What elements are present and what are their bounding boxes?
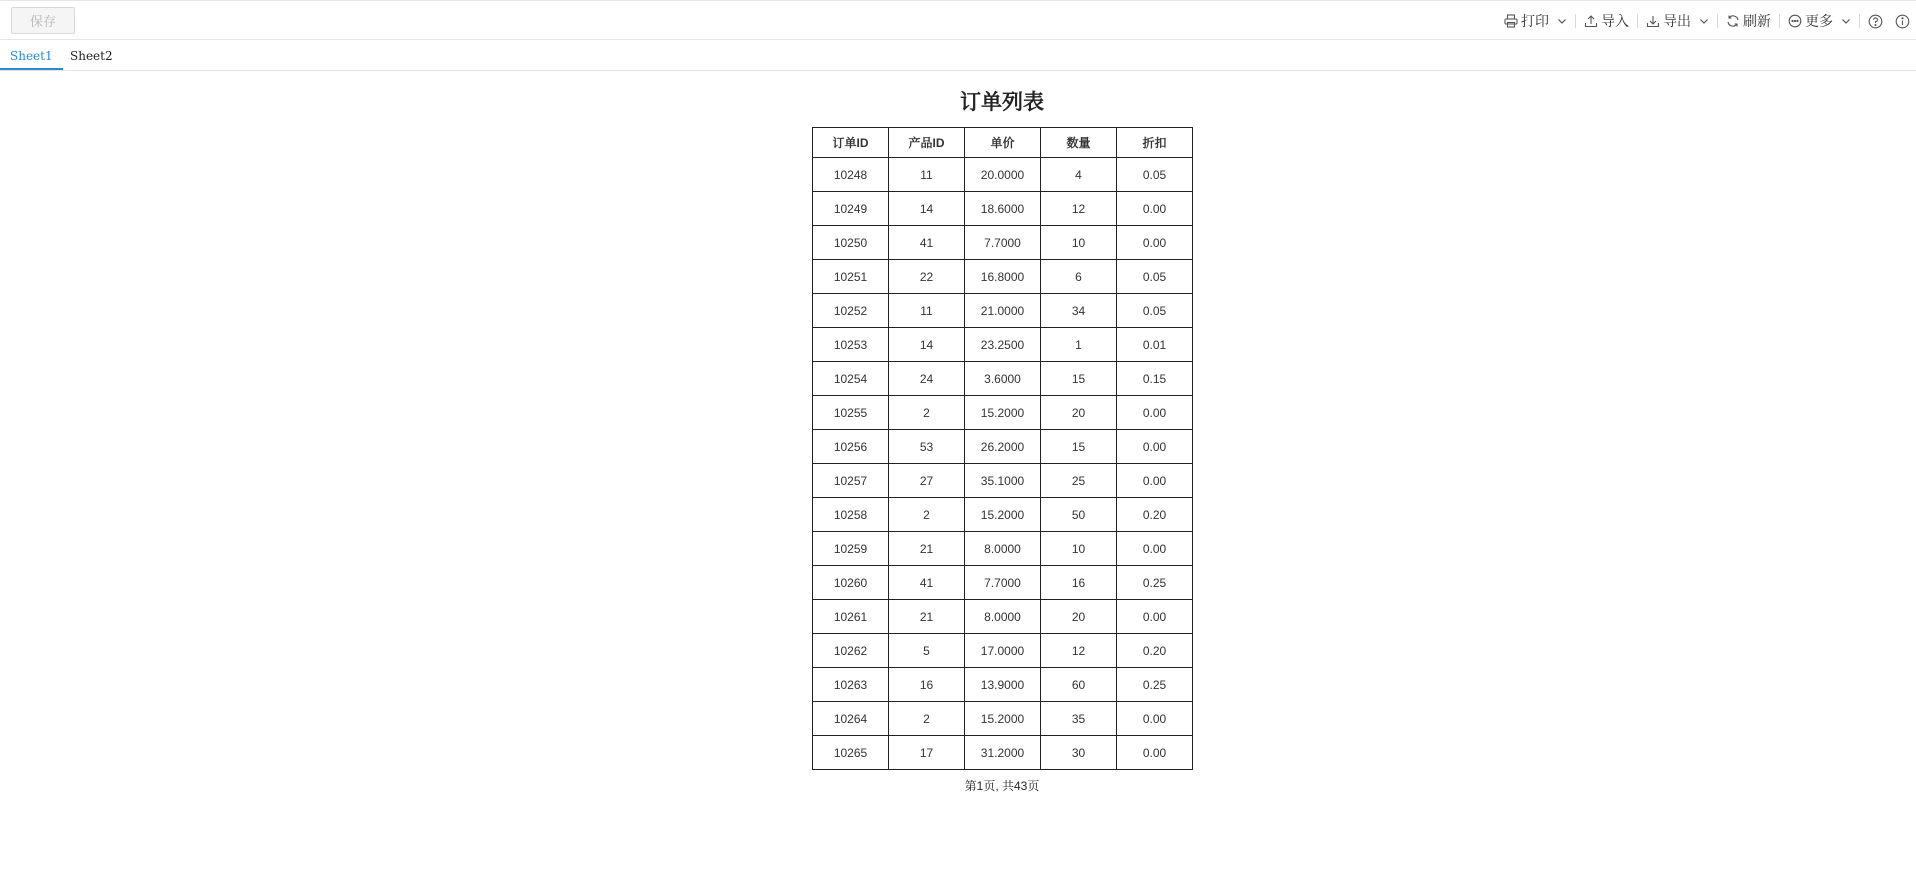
column-header: 产品ID [889, 128, 965, 158]
table-cell: 0.05 [1117, 294, 1193, 328]
table-cell: 21 [889, 532, 965, 566]
toolbar-divider [1575, 14, 1576, 28]
table-cell: 10265 [813, 736, 889, 770]
toolbar [0, 0, 1916, 40]
table-cell: 15.2000 [965, 396, 1041, 430]
table-cell: 10262 [813, 634, 889, 668]
more-icon [1788, 14, 1802, 28]
table-row [813, 600, 1193, 634]
table-cell: 10259 [813, 532, 889, 566]
printer-icon [1504, 14, 1518, 28]
tab-sheet2[interactable]: Sheet2 [70, 49, 113, 63]
table-cell: 0.00 [1117, 192, 1193, 226]
table-cell: 10258 [813, 498, 889, 532]
table-row [813, 294, 1193, 328]
table-row [813, 566, 1193, 600]
toolbar-actions [1498, 1, 1916, 41]
table-cell: 16.8000 [965, 260, 1041, 294]
table-cell: 0.00 [1117, 396, 1193, 430]
table-cell: 18.6000 [965, 192, 1041, 226]
table-cell: 14 [889, 192, 965, 226]
table-cell: 1 [1041, 328, 1117, 362]
table-cell: 35.1000 [965, 464, 1041, 498]
more-label: 更多 [1805, 13, 1833, 29]
table-cell: 17.0000 [965, 634, 1041, 668]
table-cell: 20.0000 [965, 158, 1041, 192]
table-cell: 10264 [813, 702, 889, 736]
table-cell: 7.7000 [965, 566, 1041, 600]
table-cell: 0.00 [1117, 600, 1193, 634]
table-cell: 0.00 [1117, 532, 1193, 566]
table-cell: 50 [1041, 498, 1117, 532]
table-row [813, 362, 1193, 396]
table-cell: 7.7000 [965, 226, 1041, 260]
column-header: 订单ID [813, 128, 889, 158]
table-cell: 0.25 [1117, 566, 1193, 600]
table-cell: 10261 [813, 600, 889, 634]
chevron-down-icon[interactable] [1557, 16, 1567, 26]
table-cell: 23.2500 [965, 328, 1041, 362]
table-cell: 24 [889, 362, 965, 396]
table-cell: 15 [1041, 362, 1117, 396]
table-cell: 21 [889, 600, 965, 634]
export-button[interactable] [1640, 9, 1715, 33]
table-cell: 20 [1041, 600, 1117, 634]
table-cell: 10249 [813, 192, 889, 226]
table-cell: 0.20 [1117, 498, 1193, 532]
report-title: 订单列表 [960, 91, 1044, 114]
table-cell: 10254 [813, 362, 889, 396]
table-cell: 10255 [813, 396, 889, 430]
toolbar-divider [1779, 14, 1780, 28]
table-cell: 10252 [813, 294, 889, 328]
table-cell: 0.05 [1117, 158, 1193, 192]
table-cell: 15.2000 [965, 498, 1041, 532]
print-label: 打印 [1521, 13, 1549, 29]
table-cell: 16 [889, 668, 965, 702]
table-row [813, 158, 1193, 192]
table-cell: 0.00 [1117, 702, 1193, 736]
chevron-down-icon[interactable] [1699, 16, 1709, 26]
save-button[interactable]: 保存 [11, 7, 75, 34]
table-cell: 15.2000 [965, 702, 1041, 736]
table-cell: 8.0000 [965, 600, 1041, 634]
table-cell: 26.2000 [965, 430, 1041, 464]
table-cell: 2 [889, 498, 965, 532]
table-row [813, 498, 1193, 532]
table-cell: 17 [889, 736, 965, 770]
page-indicator: 第1页, 共43页 [964, 779, 1040, 793]
table-body [813, 158, 1193, 770]
info-icon [1895, 14, 1910, 29]
import-label: 导入 [1601, 13, 1629, 29]
table-cell: 10260 [813, 566, 889, 600]
table-row [813, 260, 1193, 294]
table-row [813, 226, 1193, 260]
refresh-icon [1726, 14, 1740, 28]
table-row [813, 328, 1193, 362]
table-cell: 10248 [813, 158, 889, 192]
table-row [813, 668, 1193, 702]
table-cell: 27 [889, 464, 965, 498]
table-row [813, 634, 1193, 668]
table-cell: 6 [1041, 260, 1117, 294]
column-header: 单价 [965, 128, 1041, 158]
table-cell: 10256 [813, 430, 889, 464]
table-cell: 35 [1041, 702, 1117, 736]
table-cell: 4 [1041, 158, 1117, 192]
table-cell: 0.05 [1117, 260, 1193, 294]
table-cell: 11 [889, 294, 965, 328]
table-cell: 0.25 [1117, 668, 1193, 702]
table-cell: 21.0000 [965, 294, 1041, 328]
table-cell: 10250 [813, 226, 889, 260]
tab-sheet1[interactable]: Sheet1 [0, 40, 63, 70]
column-header: 数量 [1041, 128, 1117, 158]
info-button[interactable] [1889, 9, 1916, 33]
table-cell: 0.00 [1117, 226, 1193, 260]
table-cell: 0.00 [1117, 430, 1193, 464]
table-cell: 16 [1041, 566, 1117, 600]
table-cell: 5 [889, 634, 965, 668]
table-cell: 53 [889, 430, 965, 464]
table-row [813, 430, 1193, 464]
chevron-down-icon[interactable] [1841, 16, 1851, 26]
table-row [813, 192, 1193, 226]
table-cell: 0.00 [1117, 464, 1193, 498]
table-row [813, 702, 1193, 736]
table-cell: 10 [1041, 532, 1117, 566]
table-cell: 41 [889, 226, 965, 260]
table-row [813, 396, 1193, 430]
print-button[interactable] [1498, 9, 1573, 33]
toolbar-divider [1637, 14, 1638, 28]
table-cell: 34 [1041, 294, 1117, 328]
order-table [812, 127, 1193, 770]
table-row [813, 532, 1193, 566]
upload-icon [1584, 14, 1598, 28]
toolbar-divider [1717, 14, 1718, 28]
table-cell: 0.15 [1117, 362, 1193, 396]
table-cell: 12 [1041, 634, 1117, 668]
import-button[interactable] [1578, 9, 1635, 33]
refresh-label: 刷新 [1743, 13, 1771, 29]
help-button[interactable] [1862, 9, 1889, 33]
export-label: 导出 [1663, 13, 1691, 29]
table-cell: 10251 [813, 260, 889, 294]
toolbar-divider [1859, 14, 1860, 28]
table-cell: 13.9000 [965, 668, 1041, 702]
table-row [813, 464, 1193, 498]
table-cell: 31.2000 [965, 736, 1041, 770]
table-cell: 60 [1041, 668, 1117, 702]
column-header: 折扣 [1117, 128, 1193, 158]
table-cell: 25 [1041, 464, 1117, 498]
table-cell: 14 [889, 328, 965, 362]
table-cell: 2 [889, 396, 965, 430]
sheet-tabs [0, 40, 1916, 71]
table-header-row [813, 128, 1193, 158]
table-row [813, 736, 1193, 770]
refresh-button[interactable] [1720, 9, 1777, 33]
help-icon [1868, 14, 1883, 29]
table-cell: 22 [889, 260, 965, 294]
table-cell: 12 [1041, 192, 1117, 226]
table-cell: 30 [1041, 736, 1117, 770]
table-cell: 0.01 [1117, 328, 1193, 362]
table-cell: 2 [889, 702, 965, 736]
table-cell: 8.0000 [965, 532, 1041, 566]
table-cell: 15 [1041, 430, 1117, 464]
download-icon [1646, 14, 1660, 28]
table-cell: 41 [889, 566, 965, 600]
table-cell: 10253 [813, 328, 889, 362]
table-cell: 3.6000 [965, 362, 1041, 396]
table-cell: 10 [1041, 226, 1117, 260]
table-cell: 10257 [813, 464, 889, 498]
table-cell: 20 [1041, 396, 1117, 430]
table-cell: 0.20 [1117, 634, 1193, 668]
table-cell: 10263 [813, 668, 889, 702]
table-cell: 11 [889, 158, 965, 192]
more-button[interactable] [1782, 9, 1857, 33]
table-cell: 0.00 [1117, 736, 1193, 770]
